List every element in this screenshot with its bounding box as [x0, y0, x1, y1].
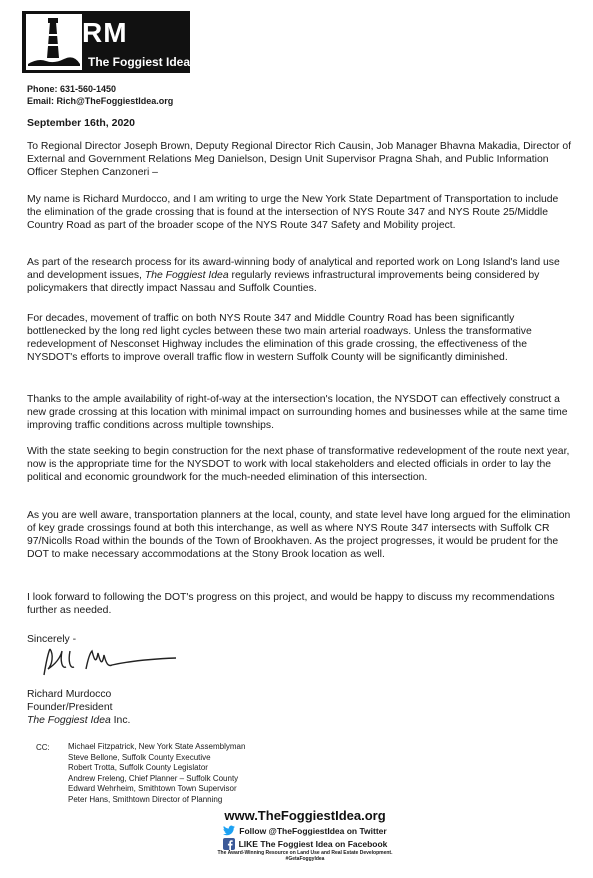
paragraph-decades: For decades, movement of traffic on both NYS Route 347 and Middle Country Road has been significantly bottlenecked by the long red light cycles between these two main arterial roadways. Unless the transformative redevelopment of Nesconset Highway includes the elimination of this grade crossing, the effectiveness of the NYSDOT's efforts to improve overall traffic flow in western Suffolk County will be significantly diminished.	[27, 313, 532, 363]
footer-tagline: The Award-Winning Resource on Land Use and Real Estate Development.	[217, 850, 393, 856]
signer-block	[27, 688, 130, 727]
twitter-line[interactable]	[190, 825, 420, 836]
paragraph-right-of-way: Thanks to the ample availability of right-of-way at the intersection's location, the NYSDOT can effectively construct a new grade crossing at this location with minimal impact on surrounding homes and businesses while at the same time improving traffic conditions across multiple townships.	[27, 394, 568, 431]
paragraph-salutation: To Regional Director Joseph Brown, Deputy Regional Director Rich Causin, Job Manager Bhavna Makadia, Director of External and Government Relations Meg Danielson, Design Unit Supervisor Pragna Shah, and Public Information Officer Stephen Canzoneri –	[27, 141, 572, 178]
cc-label: CC:	[36, 743, 50, 752]
paragraph-intro: My name is Richard Murdocco, and I am writing to urge the New York State Department of Transportation to include the elimination of the grade crossing that is found at the intersection of NYS Route 347 and NYS Route 25/Middle Country Road as part of the broader scope of the NYS Route 347 Safety and Mobility project.	[27, 194, 559, 231]
cc-recipient: Edward Wehrheim, Smithtown Town Supervisor	[68, 784, 237, 794]
publication-name: The Foggiest Idea	[144, 270, 229, 281]
signer-title: Founder/President	[27, 702, 113, 713]
cc-recipient: Robert Trotta, Suffolk County Legislator	[68, 763, 208, 773]
letter-date: September 16th, 2020	[27, 117, 135, 129]
cc-recipient: Andrew Freleng, Chief Planner – Suffolk County	[68, 773, 239, 783]
paragraph-construction: With the state seeking to begin construction for the next phase of transformative redevelopment of the route next year, now is the appropriate time for the NYSDOT to work with local stakeholders and elected officials in order to lay the political and economic groundwork for the much-needed elimination of this intersection.	[27, 446, 570, 483]
lighthouse-icon	[26, 14, 82, 70]
cc-recipient: Michael Fitzpatrick, New York State Assemblyman	[68, 742, 246, 751]
cc-list	[68, 742, 245, 806]
phone: Phone: 631-560-1450	[27, 84, 117, 94]
cc-recipient: Peter Hans, Smithtown Director of Planning	[68, 794, 223, 804]
twitter-icon	[223, 825, 235, 836]
signer-name: Richard Murdocco	[27, 689, 112, 700]
logo-initials: RM	[82, 17, 128, 48]
logo	[22, 11, 190, 73]
facebook-line[interactable]	[190, 838, 420, 850]
paragraph-grade-crossings: As you are well aware, transportation planners at the local, county, and state level have long argued for the elimination of key grade crossings found at both this interchange, as well as where NYS Route 347 intersects with Suffolk CR 97/Nicolls Road within the bounds of the Town of Brookhaven. As the project progresses, it would be prudent for the DOT to make necessary accommodations at the Stony Brook location as well.	[27, 510, 571, 560]
contact-info	[27, 83, 173, 107]
footer-hashtag: #GetaFoggyIdea	[285, 856, 325, 862]
footer	[190, 808, 420, 862]
closing-salutation: Sincerely -	[27, 634, 77, 645]
handwritten-signature	[40, 645, 180, 681]
facebook-text: LIKE The Foggiest Idea on Facebook	[238, 839, 388, 849]
paragraph-research: As part of the research process for its award-winning body of analytical and reported work on Long Island's land use and development issues, The Foggiest Idea regularly reviews infrastructural improvements being considered by policymakers that directly impact Nassau and Suffolk Counties.	[27, 257, 560, 294]
signer-organization: The Foggiest Idea Inc.	[27, 715, 131, 726]
email: Email: Rich@TheFoggiestIdea.org	[27, 96, 174, 106]
facebook-icon	[223, 838, 235, 850]
twitter-text: Follow @TheFoggiestIdea on Twitter	[239, 825, 387, 836]
paragraph-closing: I look forward to following the DOT's progress on this project, and would be happy to discuss my recommendations further as needed.	[27, 592, 555, 616]
logo-tagline: The Foggiest Idea	[88, 55, 191, 69]
website-link[interactable]: www.TheFoggiestIdea.org	[224, 808, 386, 823]
cc-recipient: Steve Bellone, Suffolk County Executive	[68, 752, 211, 762]
